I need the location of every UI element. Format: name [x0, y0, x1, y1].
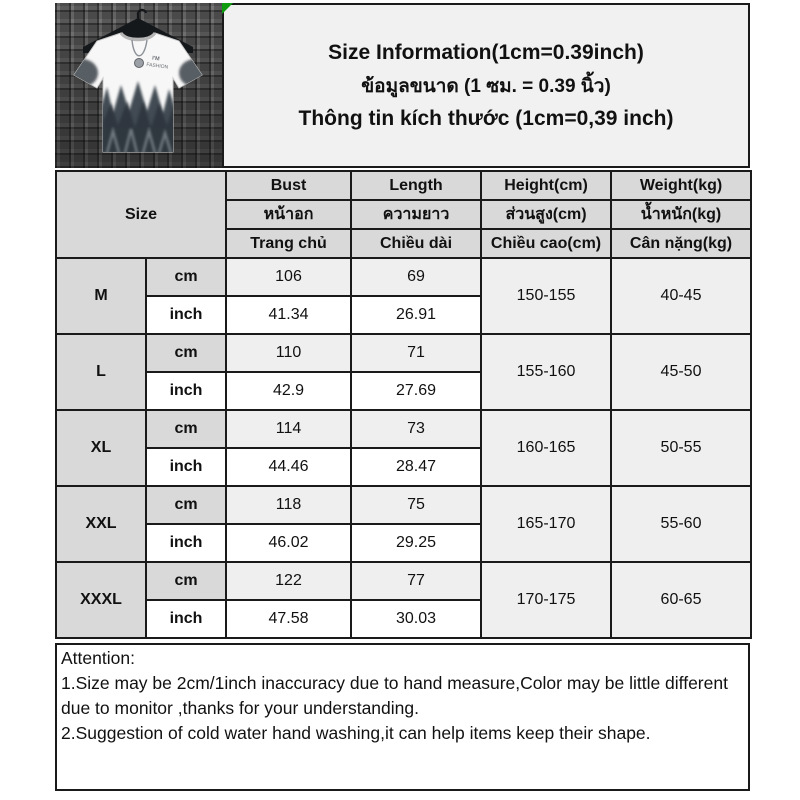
bust-inch-l: 42.9	[226, 372, 351, 410]
size-label-l: L	[56, 334, 146, 410]
col-header-height-en: Height(cm)	[481, 171, 611, 200]
col-header-weight-en: Weight(kg)	[611, 171, 751, 200]
bust-cm-xl: 114	[226, 410, 351, 448]
bust-inch-xl: 44.46	[226, 448, 351, 486]
col-header-length-th: ความยาว	[351, 200, 481, 229]
unit-cm: cm	[146, 562, 226, 600]
table-row-xxxl-cm	[56, 562, 751, 600]
unit-inch: inch	[146, 524, 226, 562]
size-chart-table	[55, 170, 752, 639]
table-row-xl-cm	[56, 410, 751, 448]
size-header-cell: Size	[56, 171, 226, 258]
weight-xxxl: 60-65	[611, 562, 751, 638]
unit-cm: cm	[146, 486, 226, 524]
unit-inch: inch	[146, 448, 226, 486]
col-header-length-vi: Chiều dài	[351, 229, 481, 258]
length-inch-xxl: 29.25	[351, 524, 481, 562]
title-vietnamese: Thông tin kích thước (1cm=0,39 inch)	[298, 106, 674, 130]
length-inch-l: 27.69	[351, 372, 481, 410]
length-cm-xxxl: 77	[351, 562, 481, 600]
table-row-l-cm	[56, 334, 751, 372]
size-label-xxl: XXL	[56, 486, 146, 562]
length-cm-xl: 73	[351, 410, 481, 448]
unit-inch: inch	[146, 372, 226, 410]
attention-note-2: 2.Suggestion of cold water hand washing,it can help items keep their shape.	[61, 722, 651, 743]
col-header-length-en: Length	[351, 171, 481, 200]
table-row-xxl-cm	[56, 486, 751, 524]
col-header-weight-th: น้ำหนัก(kg)	[611, 200, 751, 229]
attention-note-1: 1.Size may be 2cm/1inch inaccuracy due to hand measure,Color may be little different due to monitor ,thanks for your understanding.	[61, 672, 728, 718]
unit-inch: inch	[146, 296, 226, 334]
height-xxxl: 170-175	[481, 562, 611, 638]
size-label-xxxl: XXXL	[56, 562, 146, 638]
col-header-height-vi: Chiều cao(cm)	[481, 229, 611, 258]
weight-xl: 50-55	[611, 410, 751, 486]
size-label-xl: XL	[56, 410, 146, 486]
length-cm-m: 69	[351, 258, 481, 296]
green-corner-flag	[222, 3, 233, 14]
weight-l: 45-50	[611, 334, 751, 410]
bust-inch-xxxl: 47.58	[226, 600, 351, 638]
title-english: Size Information(1cm=0.39inch)	[328, 40, 644, 64]
col-header-height-th: ส่วนสูง(cm)	[481, 200, 611, 229]
size-label-m: M	[56, 258, 146, 334]
length-cm-l: 71	[351, 334, 481, 372]
svg-text:FASHION: FASHION	[145, 61, 169, 71]
height-l: 155-160	[481, 334, 611, 410]
length-inch-xxxl: 30.03	[351, 600, 481, 638]
bust-inch-xxl: 46.02	[226, 524, 351, 562]
bust-cm-l: 110	[226, 334, 351, 372]
bust-cm-xxxl: 122	[226, 562, 351, 600]
product-photo	[55, 3, 222, 168]
col-header-bust-vi: Trang chủ	[226, 229, 351, 258]
attention-title: Attention:	[61, 648, 135, 668]
size-information-header	[222, 3, 750, 168]
header-row-english	[56, 171, 751, 200]
bust-cm-m: 106	[226, 258, 351, 296]
height-xxl: 165-170	[481, 486, 611, 562]
col-header-bust-en: Bust	[226, 171, 351, 200]
weight-xxl: 55-60	[611, 486, 751, 562]
tshirt-illustration	[55, 3, 222, 168]
unit-cm: cm	[146, 258, 226, 296]
unit-cm: cm	[146, 410, 226, 448]
height-xl: 160-165	[481, 410, 611, 486]
height-m: 150-155	[481, 258, 611, 334]
title-thai: ข้อมูลขนาด (1 ซม. = 0.39 นิ้ว)	[361, 75, 611, 97]
bust-cm-xxl: 118	[226, 486, 351, 524]
col-header-weight-vi: Cân nặng(kg)	[611, 229, 751, 258]
weight-m: 40-45	[611, 258, 751, 334]
length-inch-m: 26.91	[351, 296, 481, 334]
length-cm-xxl: 75	[351, 486, 481, 524]
unit-cm: cm	[146, 334, 226, 372]
length-inch-xl: 28.47	[351, 448, 481, 486]
table-row-m-cm	[56, 258, 751, 296]
unit-inch: inch	[146, 600, 226, 638]
col-header-bust-th: หน้าอก	[226, 200, 351, 229]
bust-inch-m: 41.34	[226, 296, 351, 334]
svg-text:I'M: I'M	[151, 55, 160, 63]
attention-box	[55, 643, 750, 791]
